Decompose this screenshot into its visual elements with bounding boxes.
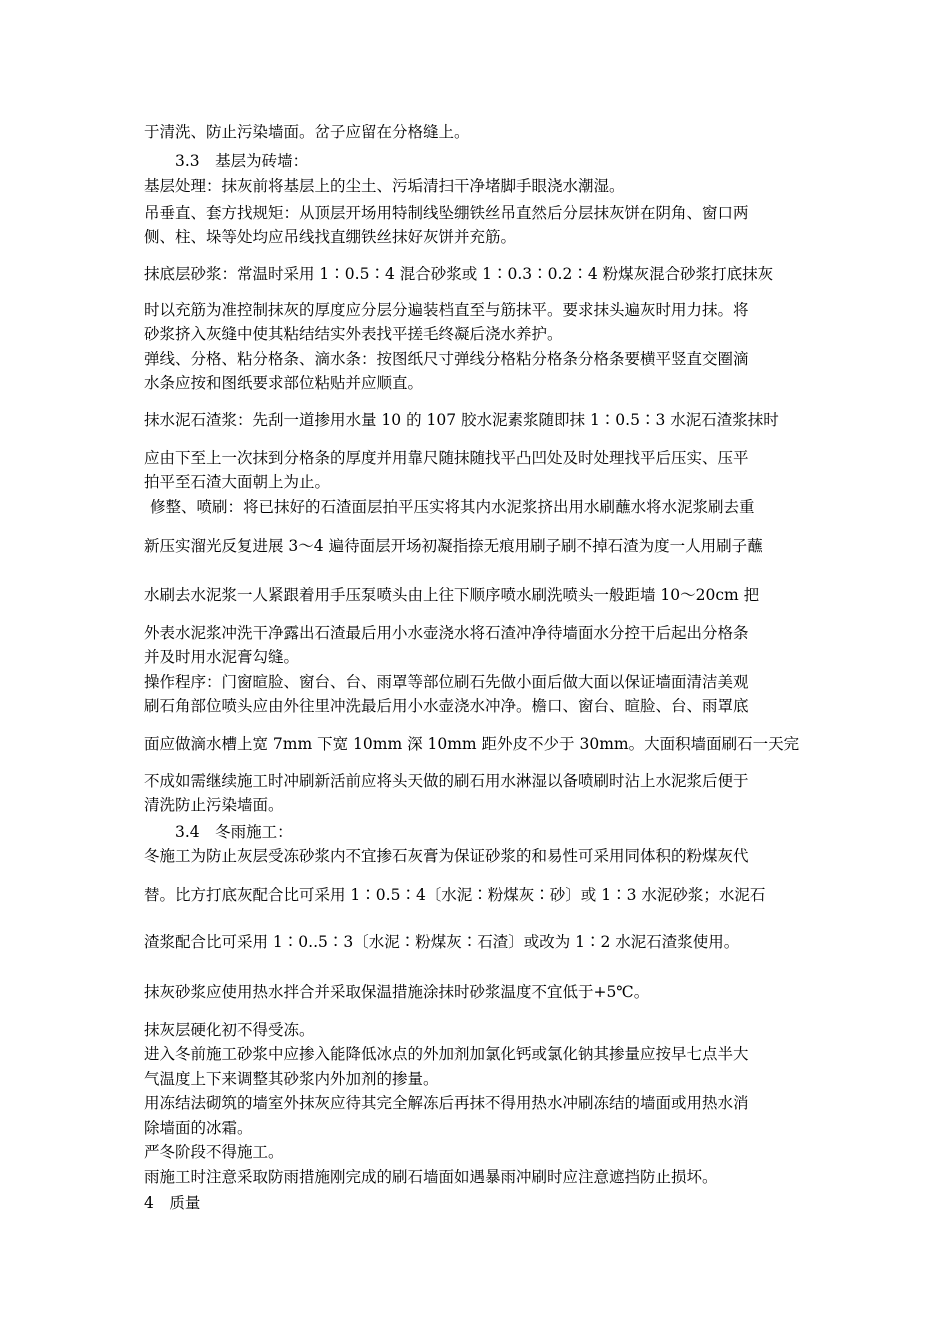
text-line: 抹底层砂浆：常温时采用 1∶0.5∶4 混合砂浆或 1∶0.3∶0.2∶4 粉煤灰混合砂浆打底抹灰 bbox=[144, 265, 774, 283]
text-line: 操作程序：门窗暄脸、窗台、台、雨罩等部位刷石先做小面后做大面以保证墙面清洁美观 bbox=[144, 673, 749, 691]
section-heading: 3.4 冬雨施工： bbox=[175, 823, 293, 841]
text-line: 气温度上下来调整其砂浆内外加剂的掺量。 bbox=[144, 1070, 439, 1088]
text-line: 吊垂直、套方找规矩：从顶层开场用特制线坠绷铁丝吊直然后分层抹灰饼在阴角、窗口两 bbox=[144, 204, 749, 222]
text-line: 于清洗、防止污染墙面。岔子应留在分格缝上。 bbox=[144, 123, 470, 141]
text-line: 新压实溜光反复进展 3～4 遍待面层开场初凝指捺无痕用刷子刷不掉石渣为度一人用刷子蘸 bbox=[144, 537, 763, 555]
text-line: 抹灰砂浆应使用热水拌合并采取保温措施涂抹时砂浆温度不宜低于+5℃。 bbox=[144, 983, 650, 1001]
text-line: 弹线、分格、粘分格条、滴水条：按图纸尺寸弹线分格粘分格条分格条要横平竖直交圈滴 bbox=[144, 350, 749, 368]
text-line: 应由下至上一次抹到分格条的厚度并用靠尺随抹随找平凸凹处及时处理找平后压实、压平 bbox=[144, 449, 749, 467]
text-line: 严冬阶段不得施工。 bbox=[144, 1143, 284, 1161]
text-line: 不成如需继续施工时冲刷新活前应将头天做的刷石用水淋湿以备喷刷时沾上水泥浆后便于 bbox=[144, 772, 749, 790]
text-line: 冬施工为防止灰层受冻砂浆内不宜掺石灰膏为保证砂浆的和易性可采用同体积的粉煤灰代 bbox=[144, 847, 749, 865]
text-line: 基层处理：抹灰前将基层上的尘土、污垢清扫干净堵脚手眼浇水潮湿。 bbox=[144, 177, 625, 195]
text-line: 刷石角部位喷头应由外往里冲洗最后用小水壶浇水冲净。檐口、窗台、暄脸、台、雨罩底 bbox=[144, 697, 749, 715]
text-line: 水刷去水泥浆一人紧跟着用手压泵喷头由上往下顺序喷水刷洗喷头一般距墙 10～20cm 把 bbox=[144, 586, 760, 604]
text-line: 砂浆挤入灰缝中使其粘结结实外表找平搓毛终凝后浇水养护。 bbox=[144, 325, 563, 343]
text-line: 侧、柱、垛等处均应吊线找直绷铁丝抹好灰饼并充筋。 bbox=[144, 228, 517, 246]
text-line: 渣浆配合比可采用 1∶0..5∶3〔水泥∶粉煤灰∶石渣〕或改为 1∶2 水泥石渣浆使用。 bbox=[144, 933, 740, 951]
text-line: 并及时用水泥膏勾缝。 bbox=[144, 648, 300, 666]
text-line: 面应做滴水槽上宽 7mm 下宽 10mm 深 10mm 距外皮不少于 30mm。大面积墙面刷石一天完 bbox=[144, 735, 800, 753]
text-line: 抹水泥石渣浆：先刮一道掺用水量 10 的 107 胶水泥素浆随即抹 1∶0.5∶3 水泥石渣浆抹时 bbox=[144, 411, 779, 429]
text-line: 修整、喷刷：将已抹好的石渣面层拍平压实将其内水泥浆挤出用水刷蘸水将水泥浆刷去重 bbox=[150, 498, 755, 516]
text-line: 抹灰层硬化初不得受冻。 bbox=[144, 1021, 315, 1039]
text-line: 外表水泥浆冲洗干净露出石渣最后用小水壶浇水将石渣冲净待墙面水分控干后起出分格条 bbox=[144, 624, 749, 642]
text-line: 雨施工时注意采取防雨措施刚完成的刷石墙面如遇暴雨冲刷时应注意遮挡防止损坏。 bbox=[144, 1168, 718, 1186]
section-heading: 3.3 基层为砖墙： bbox=[175, 152, 309, 170]
text-line: 拍平至石渣大面朝上为止。 bbox=[144, 473, 331, 491]
section-heading: 4 质量 bbox=[144, 1194, 201, 1212]
text-line: 除墙面的冰霜。 bbox=[144, 1119, 253, 1137]
text-line: 替。比方打底灰配合比可采用 1∶0.5∶4〔水泥∶粉煤灰∶砂〕或 1∶3 水泥砂浆；水泥石 bbox=[144, 886, 766, 904]
text-line: 清洗防止污染墙面。 bbox=[144, 796, 284, 814]
text-line: 水条应按和图纸要求部位粘贴并应顺直。 bbox=[144, 374, 424, 392]
text-line: 用冻结法砌筑的墙室外抹灰应待其完全解冻后再抹不得用热水冲刷冻结的墙面或用热水消 bbox=[144, 1094, 749, 1112]
text-line: 进入冬前施工砂浆中应掺入能降低冰点的外加剂加氯化钙或氯化钠其掺量应按早七点半大 bbox=[144, 1045, 749, 1063]
text-line: 时以充筋为准控制抹灰的厚度应分层分遍装档直至与筋抹平。要求抹头遍灰时用力抹。将 bbox=[144, 301, 749, 319]
